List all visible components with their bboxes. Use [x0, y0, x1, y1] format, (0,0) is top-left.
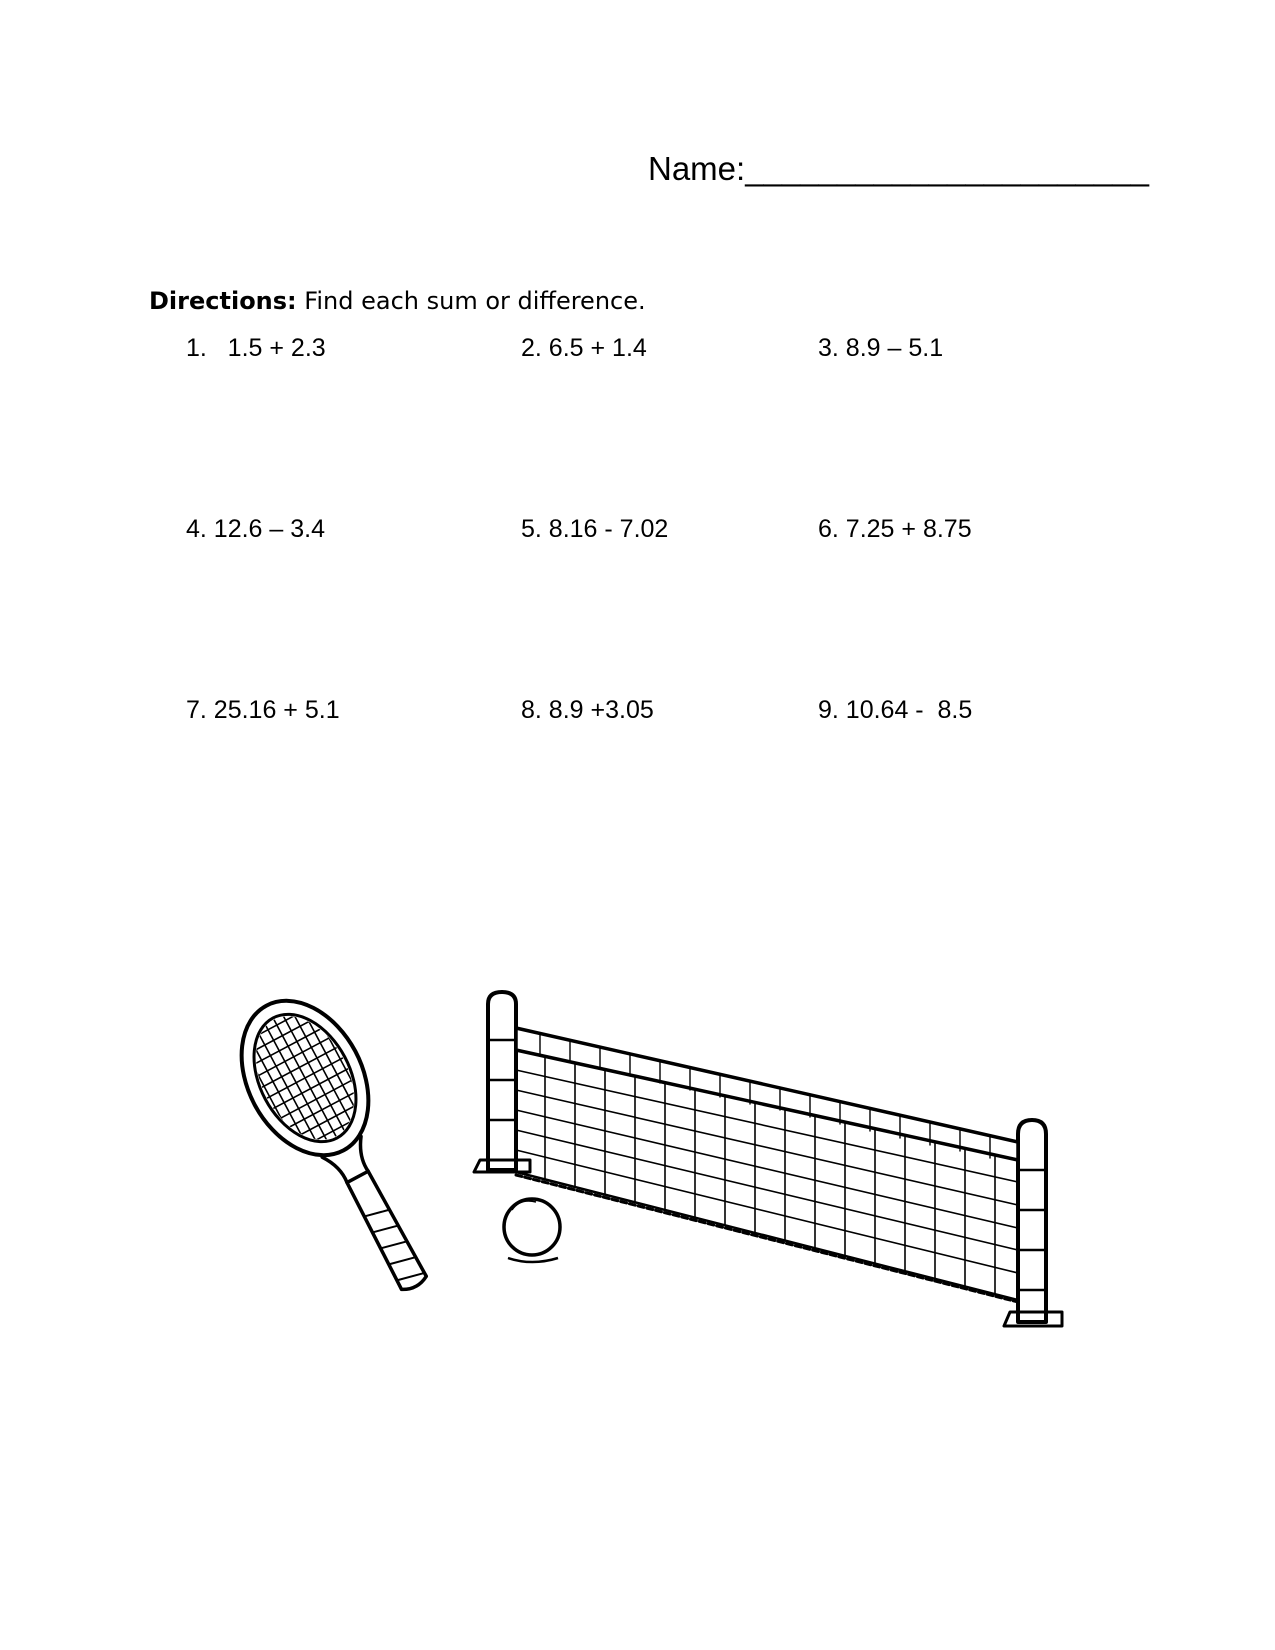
problem-1: 1. 1.5 + 2.3 [186, 334, 326, 362]
tennis-net-icon [474, 992, 1062, 1326]
problem-9: 9. 10.64 - 8.5 [818, 696, 973, 724]
directions-text: Find each sum or difference. [304, 287, 646, 315]
problem-7: 7. 25.16 + 5.1 [186, 696, 340, 724]
problem-6: 6. 7.25 + 8.75 [818, 515, 972, 543]
name-blank-line[interactable]: ______________________ [745, 150, 1149, 187]
problem-2: 2. 6.5 + 1.4 [521, 334, 647, 362]
problem-3: 3. 8.9 – 5.1 [818, 334, 944, 362]
problem-5: 5. 8.16 - 7.02 [521, 515, 669, 543]
name-label: Name: [648, 150, 746, 187]
directions-label: Directions: [149, 287, 297, 315]
problem-4: 4. 12.6 – 3.4 [186, 515, 326, 543]
tennis-racket-icon [216, 979, 466, 1313]
tennis-ball-icon [504, 1199, 560, 1262]
problem-8: 8. 8.9 +3.05 [521, 696, 654, 724]
